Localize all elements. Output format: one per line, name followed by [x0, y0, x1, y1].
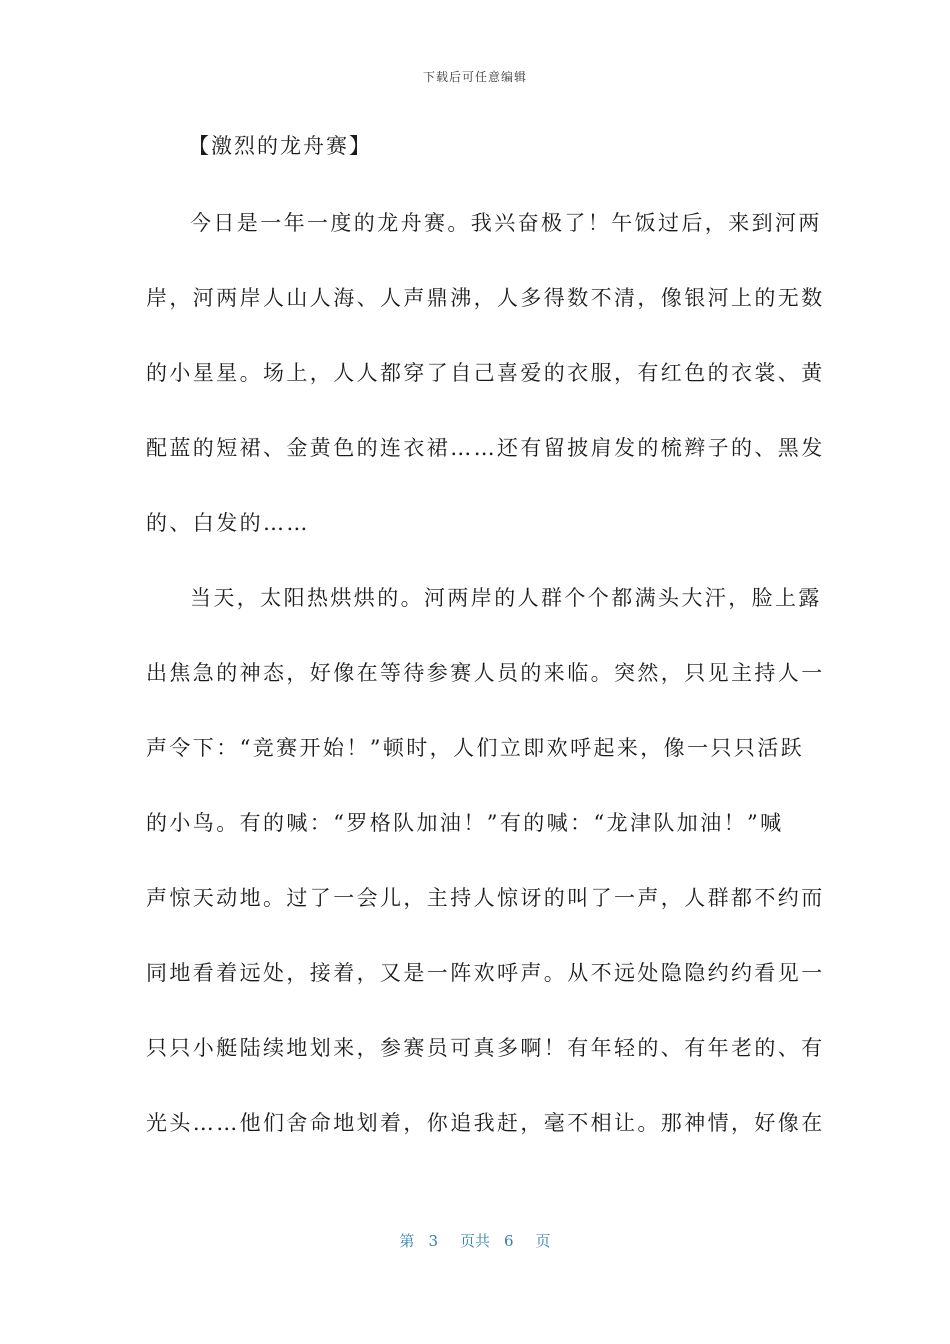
page-number: 3: [428, 1232, 438, 1250]
paragraph-2-line-5: 声惊天动地。过了一会儿，主持人惊讶的叫了一声，人群都不约而: [146, 886, 825, 910]
paragraph-1-line-5: 的、白发的……: [146, 511, 310, 535]
paragraph-1-line-2: 岸，河两岸人山人海、人声鼎沸，人多得数不清，像银河上的无数: [146, 286, 825, 310]
paragraph-2-line-2: 出焦急的神态，好像在等待参赛人员的来临。突然，只见主持人一: [146, 661, 825, 685]
page-suffix: 页: [535, 1232, 551, 1250]
paragraph-1-line-4: 配蓝的短裙、金黄色的连衣裙……还有留披肩发的梳辫子的、黑发: [146, 436, 825, 460]
paragraph-2-line-3: 声令下：“竞赛开始！”顿时，人们立即欢呼起来，像一只只活跃: [146, 736, 805, 760]
paragraph-1-line-3: 的小星星。场上，人人都穿了自己喜爱的衣服，有红色的衣裳、黄: [146, 361, 825, 385]
total-pages: 6: [504, 1232, 514, 1250]
paragraph-1-line-1: 今日是一年一度的龙舟赛。我兴奋极了！午饭过后，来到河两: [190, 211, 822, 235]
document-title: 【激烈的龙舟赛】: [188, 134, 372, 158]
header-note: 下载后可任意编辑: [422, 70, 527, 84]
paragraph-2-line-8: 光头……他们舍命地划着，你追我赶，毫不相让。那神情，好像在: [146, 1111, 825, 1135]
paragraph-2-line-4: 的小鸟。有的喊：“罗格队加油！”有的喊：“龙津队加油！”喊: [146, 811, 784, 835]
paragraph-2-line-7: 只只小艇陆续地划来，参赛员可真多啊！有年轻的、有年老的、有: [146, 1036, 825, 1060]
page-footer: [0, 1230, 950, 1251]
paragraph-2-line-6: 同地看着远处，接着，又是一阵欢呼声。从不远处隐隐约约看见一: [146, 961, 825, 985]
page-prefix: 第: [399, 1232, 415, 1250]
page-middle: 页共: [459, 1232, 490, 1250]
paragraph-2-line-1: 当天，太阳热烘烘的。河两岸的人群个个都满头大汗，脸上露: [190, 586, 822, 610]
